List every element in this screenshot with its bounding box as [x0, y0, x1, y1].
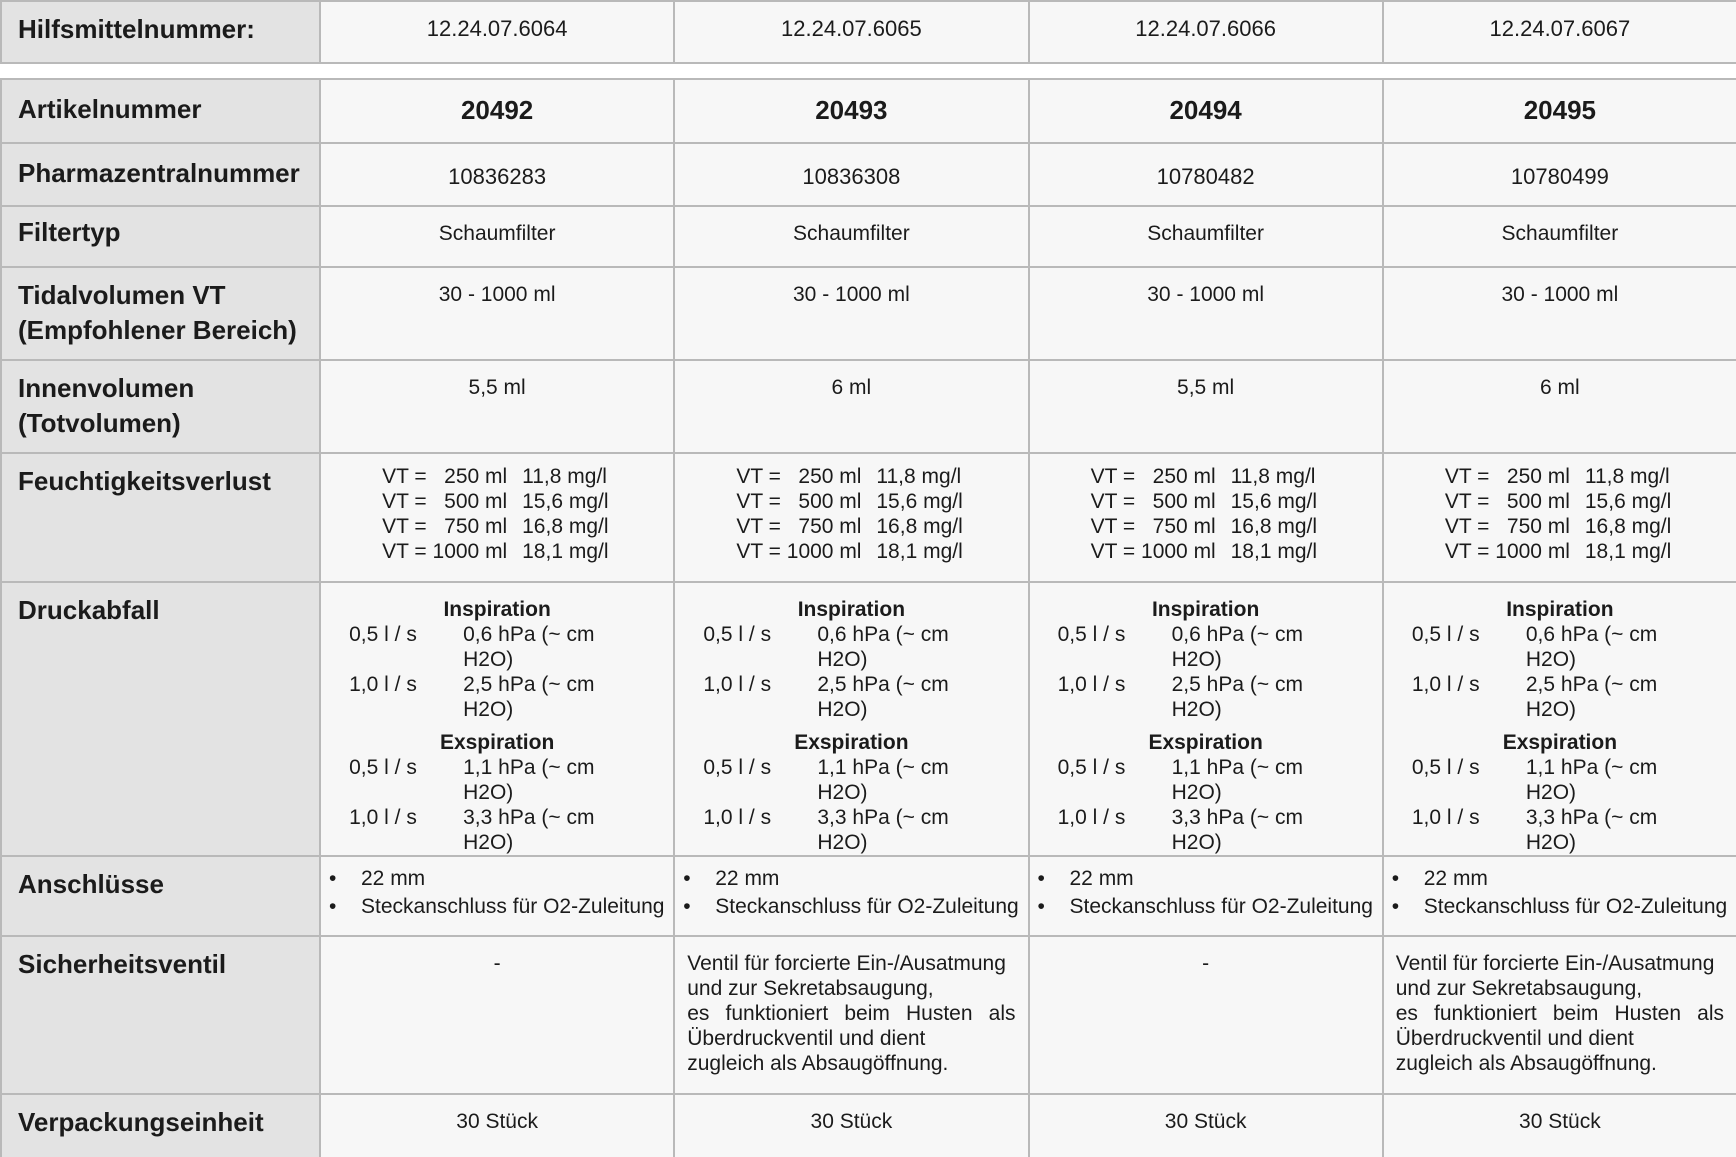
- pressure-value: 2,5 hPa (~ cm H2O): [817, 673, 949, 721]
- anschluesse-list: [321, 857, 673, 921]
- pressure-value: 2,5 hPa (~ cm H2O): [1171, 673, 1303, 721]
- filtertyp-label: Filtertyp: [1, 206, 320, 267]
- anschluesse-cell: [1029, 856, 1383, 936]
- flow-value: 1,0 l / s: [1057, 806, 1126, 829]
- vt-value: VT = 500 ml: [1090, 490, 1216, 513]
- list-item: • Steckanschluss für O2-Zuleitung: [329, 893, 673, 921]
- druckabfall-cell: [674, 582, 1028, 856]
- flow-value: 0,5 l / s: [1411, 623, 1480, 646]
- sicherheitsventil-value: [1383, 936, 1736, 1094]
- verpackungseinheit-label: Verpackungseinheit: [1, 1094, 320, 1157]
- feuchtigkeitsverlust-row: [1, 453, 1736, 582]
- sicherheitsventil-row: [1, 936, 1736, 1094]
- innenvolumen-row: [1, 360, 1736, 453]
- tidalvolumen-label-line2: (Empfohlener Bereich): [18, 315, 297, 345]
- flow-value: 0,5 l / s: [349, 756, 417, 779]
- hilfsmittel-row: [1, 1, 1736, 63]
- feuchtigkeitsverlust-label: Feuchtigkeitsverlust: [1, 453, 320, 582]
- bullet-icon: •: [1391, 895, 1400, 918]
- pressure-value: 1,1 hPa (~ cm H2O): [1525, 756, 1658, 804]
- pressure-value: 2,5 hPa (~ cm H2O): [1525, 673, 1658, 721]
- sicherheitsventil-value: -: [320, 936, 674, 1094]
- list-item: • 22 mm: [1392, 865, 1736, 893]
- flow-value: 1,0 l / s: [703, 673, 772, 696]
- feuchtigkeitsverlust-grid: [1384, 464, 1736, 564]
- vt-value: VT = 250 ml: [1444, 465, 1570, 488]
- bullet-icon: •: [1037, 895, 1045, 918]
- pharmazentralnummer-value: 10780499: [1383, 143, 1736, 206]
- innenvolumen-value: 5,5 ml: [320, 360, 674, 453]
- loss-value: 18,1 mg/l: [522, 540, 609, 563]
- anschluesse-cell: [674, 856, 1028, 936]
- anschluesse-label: Anschlüsse: [1, 856, 320, 936]
- artikelnummer-value: 20494: [1029, 79, 1383, 143]
- flow-value: 1,0 l / s: [1411, 673, 1480, 696]
- tidalvolumen-value: 30 - 1000 ml: [1029, 267, 1383, 360]
- artikelnummer-row: [1, 79, 1736, 143]
- loss-value: 16,8 mg/l: [522, 515, 609, 538]
- feuchtigkeitsverlust-cell: [674, 453, 1028, 582]
- flow-value: 0,5 l / s: [349, 623, 417, 646]
- druckabfall-cell: [1029, 582, 1383, 856]
- tidalvolumen-value: 30 - 1000 ml: [1383, 267, 1736, 360]
- pressure-value: 3,3 hPa (~ cm H2O): [1171, 806, 1303, 854]
- sicherheitsventil-value: [674, 936, 1028, 1094]
- pharmazentralnummer-value: 10780482: [1029, 143, 1383, 206]
- anschluesse-list: [1030, 857, 1382, 921]
- bullet-icon: •: [683, 895, 691, 918]
- exspiration-heading: Exspiration: [1148, 731, 1263, 754]
- exspiration-heading: Exspiration: [794, 731, 909, 754]
- inspiration-heading: Inspiration: [443, 598, 551, 621]
- feuchtigkeitsverlust-cell: [1029, 453, 1383, 582]
- pressure-value: 1,1 hPa (~ cm H2O): [817, 756, 949, 804]
- bullet-icon: •: [1037, 867, 1045, 890]
- feuchtigkeitsverlust-cell: [1383, 453, 1736, 582]
- pressure-value: 3,3 hPa (~ cm H2O): [817, 806, 949, 854]
- filtertyp-value: Schaumfilter: [674, 206, 1028, 267]
- pressure-value: 0,6 hPa (~ cm H2O): [1525, 623, 1658, 671]
- pressure-value: 0,6 hPa (~ cm H2O): [1171, 623, 1303, 671]
- druckabfall-block: [1412, 597, 1708, 855]
- verpackungseinheit-value: 30 Stück: [320, 1094, 674, 1157]
- product-spec-table: [0, 78, 1736, 1157]
- vt-value: VT = 1000 ml: [1444, 540, 1570, 563]
- vt-value: VT = 250 ml: [1090, 465, 1216, 488]
- filtertyp-value: Schaumfilter: [1029, 206, 1383, 267]
- loss-value: 18,1 mg/l: [1230, 540, 1318, 563]
- tidalvolumen-label-line1: Tidalvolumen VT: [18, 280, 226, 310]
- loss-value: 15,6 mg/l: [1230, 490, 1318, 513]
- tidalvolumen-row: [1, 267, 1736, 360]
- anschluesse-cell: [1383, 856, 1736, 936]
- druckabfall-block: [1058, 597, 1354, 855]
- exspiration-heading: Exspiration: [1502, 731, 1618, 754]
- pharmazentralnummer-label: Pharmazentralnummer: [1, 143, 320, 206]
- verpackungseinheit-row: [1, 1094, 1736, 1157]
- pressure-value: 1,1 hPa (~ cm H2O): [463, 756, 595, 804]
- innenvolumen-label-line2: (Totvolumen): [18, 408, 181, 438]
- vt-value: VT = 750 ml: [382, 515, 508, 538]
- anschluesse-cell: [320, 856, 674, 936]
- pharmazentralnummer-row: [1, 143, 1736, 206]
- pharmazentralnummer-value: 10836308: [674, 143, 1028, 206]
- hilfsmittel-value: 12.24.07.6066: [1029, 1, 1383, 63]
- inspiration-heading: Inspiration: [1506, 598, 1614, 621]
- vt-value: VT = 500 ml: [736, 490, 862, 513]
- feuchtigkeitsverlust-grid: [675, 464, 1027, 564]
- vt-value: VT = 750 ml: [1444, 515, 1570, 538]
- druckabfall-label: Druckabfall: [1, 582, 320, 856]
- druckabfall-cell: [1383, 582, 1736, 856]
- loss-value: 16,8 mg/l: [1230, 515, 1318, 538]
- innenvolumen-value: 6 ml: [674, 360, 1028, 453]
- flow-value: 0,5 l / s: [1057, 623, 1126, 646]
- artikelnummer-value: 20492: [320, 79, 674, 143]
- anschluesse-row: [1, 856, 1736, 936]
- hilfsmittel-table: [0, 0, 1736, 64]
- tidalvolumen-value: 30 - 1000 ml: [674, 267, 1028, 360]
- loss-value: 18,1 mg/l: [876, 540, 963, 563]
- innenvolumen-value: 6 ml: [1383, 360, 1736, 453]
- hilfsmittel-label: Hilfsmittelnummer:: [1, 1, 320, 63]
- loss-value: 11,8 mg/l: [876, 465, 962, 488]
- artikelnummer-label: Artikelnummer: [1, 79, 320, 143]
- loss-value: 11,8 mg/l: [1230, 465, 1316, 488]
- feuchtigkeitsverlust-cell: [320, 453, 674, 582]
- druckabfall-block: [349, 597, 645, 855]
- bullet-icon: •: [329, 867, 337, 890]
- pressure-value: 2,5 hPa (~ cm H2O): [463, 673, 595, 721]
- flow-value: 1,0 l / s: [349, 806, 417, 829]
- artikelnummer-value: 20495: [1383, 79, 1736, 143]
- feuchtigkeitsverlust-grid: [1030, 464, 1382, 564]
- vt-value: VT = 250 ml: [736, 465, 862, 488]
- hilfsmittel-value: 12.24.07.6067: [1383, 1, 1736, 63]
- pressure-value: 3,3 hPa (~ cm H2O): [1525, 806, 1658, 854]
- flow-value: 0,5 l / s: [703, 623, 772, 646]
- flow-value: 0,5 l / s: [1057, 756, 1126, 779]
- hilfsmittel-value: 12.24.07.6064: [320, 1, 674, 63]
- flow-value: 1,0 l / s: [349, 673, 417, 696]
- bullet-icon: •: [683, 867, 691, 890]
- pressure-value: 3,3 hPa (~ cm H2O): [463, 806, 595, 854]
- sicherheitsventil-label: Sicherheitsventil: [1, 936, 320, 1094]
- artikelnummer-value: 20493: [674, 79, 1028, 143]
- vt-value: VT = 1000 ml: [736, 540, 862, 563]
- innenvolumen-label: [1, 360, 320, 453]
- filtertyp-value: Schaumfilter: [320, 206, 674, 267]
- hilfsmittel-value: 12.24.07.6065: [674, 1, 1028, 63]
- vt-value: VT = 500 ml: [1444, 490, 1570, 513]
- tidalvolumen-value: 30 - 1000 ml: [320, 267, 674, 360]
- list-item: • 22 mm: [683, 865, 1027, 893]
- anschluesse-list: [675, 857, 1027, 921]
- sicherheitsventil-value: -: [1029, 936, 1383, 1094]
- list-item: • 22 mm: [1038, 865, 1382, 893]
- druckabfall-block: [703, 597, 999, 855]
- vt-value: VT = 1000 ml: [1090, 540, 1216, 563]
- sicherheitsventil-text: Ventil für forcierte Ein-/Ausatmung und zur Sekretabsaugung, es funktioniert beim Husten als Überdruckventil und dient zugleich als Absaugöffnung.: [1395, 952, 1724, 1075]
- loss-value: 16,8 mg/l: [876, 515, 963, 538]
- loss-value: 15,6 mg/l: [876, 490, 963, 513]
- loss-value: 15,6 mg/l: [1584, 490, 1672, 513]
- flow-value: 1,0 l / s: [703, 806, 772, 829]
- inspiration-heading: Inspiration: [797, 598, 906, 621]
- flow-value: 1,0 l / s: [1057, 673, 1126, 696]
- pharmazentralnummer-value: 10836283: [320, 143, 674, 206]
- inspiration-heading: Inspiration: [1151, 598, 1260, 621]
- list-item: • 22 mm: [329, 865, 673, 893]
- flow-value: 0,5 l / s: [703, 756, 772, 779]
- verpackungseinheit-value: 30 Stück: [1029, 1094, 1383, 1157]
- druckabfall-cell: [320, 582, 674, 856]
- loss-value: 11,8 mg/l: [522, 465, 607, 488]
- bullet-icon: •: [329, 895, 337, 918]
- loss-value: 11,8 mg/l: [1584, 465, 1670, 488]
- pressure-value: 0,6 hPa (~ cm H2O): [463, 623, 595, 671]
- pressure-value: 0,6 hPa (~ cm H2O): [817, 623, 949, 671]
- loss-value: 16,8 mg/l: [1584, 515, 1672, 538]
- sicherheitsventil-text: Ventil für forcierte Ein-/Ausatmung und zur Sekretabsaugung, es funktioniert beim Husten als Überdruckventil und dient zugleich als Absaugöffnung.: [687, 952, 1016, 1075]
- loss-value: 18,1 mg/l: [1584, 540, 1672, 563]
- verpackungseinheit-value: 30 Stück: [1383, 1094, 1736, 1157]
- anschluesse-list: [1384, 857, 1736, 921]
- verpackungseinheit-value: 30 Stück: [674, 1094, 1028, 1157]
- vt-value: VT = 750 ml: [736, 515, 862, 538]
- list-item: • Steckanschluss für O2-Zuleitung: [683, 893, 1027, 921]
- filtertyp-row: [1, 206, 1736, 267]
- loss-value: 15,6 mg/l: [522, 490, 609, 513]
- list-item: • Steckanschluss für O2-Zuleitung: [1038, 893, 1382, 921]
- innenvolumen-label-line1: Innenvolumen: [18, 373, 195, 403]
- flow-value: 0,5 l / s: [1411, 756, 1480, 779]
- table-separator: [0, 64, 1736, 78]
- innenvolumen-value: 5,5 ml: [1029, 360, 1383, 453]
- pressure-value: 1,1 hPa (~ cm H2O): [1171, 756, 1303, 804]
- filtertyp-value: Schaumfilter: [1383, 206, 1736, 267]
- tidalvolumen-label: [1, 267, 320, 360]
- druckabfall-row: [1, 582, 1736, 856]
- bullet-icon: •: [1391, 867, 1400, 890]
- exspiration-heading: Exspiration: [439, 731, 555, 754]
- vt-value: VT = 1000 ml: [382, 540, 508, 563]
- vt-value: VT = 750 ml: [1090, 515, 1216, 538]
- list-item: • Steckanschluss für O2-Zuleitung: [1392, 893, 1736, 921]
- feuchtigkeitsverlust-grid: [321, 464, 673, 564]
- vt-value: VT = 500 ml: [382, 490, 508, 513]
- vt-value: VT = 250 ml: [382, 465, 508, 488]
- flow-value: 1,0 l / s: [1411, 806, 1480, 829]
